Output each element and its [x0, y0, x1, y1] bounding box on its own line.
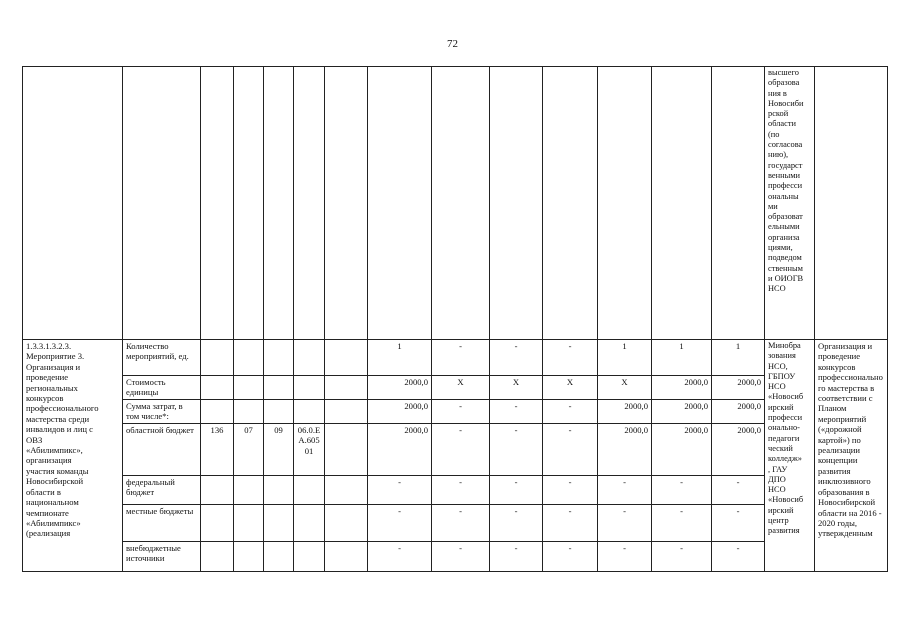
cell: [234, 542, 264, 572]
activity-title: 1.3.3.1.3.2.3. Мероприятие 3. Организация и проведение региональных конкурсов профессионального мастерства среди инвалидов и лиц с ОВЗ «Абилимпикс», организация участия команды Новосибирской области в национальном чемпионате «Абилимпикс» (реализация: [23, 340, 123, 572]
value-cell: -: [543, 542, 598, 572]
row-label: местные бюджеты: [123, 505, 201, 542]
value-cell: -: [368, 476, 432, 505]
value-cell: -: [490, 476, 543, 505]
value-cell: -: [652, 542, 712, 572]
value-cell: 2000,0: [598, 424, 652, 476]
cell: [490, 67, 543, 340]
value-cell: 1: [598, 340, 652, 376]
table-row: [23, 542, 888, 572]
value-cell: 2000,0: [368, 400, 432, 424]
row-label: внебюджетные источники: [123, 542, 201, 572]
value-cell: X: [432, 376, 490, 400]
activity-result: Организация и проведение конкурсов профессионально го мастерства в соответствии с Планом мероприятий («дорожной картой») по реализации концепции развития инклюзивного образования в Новосибирской области на 2016 - 2020 годы, утвержденным: [815, 340, 888, 572]
value-cell: -: [543, 400, 598, 424]
cell: [294, 476, 325, 505]
cell: [294, 400, 325, 424]
cell: [264, 400, 294, 424]
activity-responsible: Минобра зования НСО, ГБПОУ НСО «Новосиб ирский професси онально- педагоги ческий колледж» , ГАУ ДПО НСО «Новосиб ирский центр развития: [765, 340, 815, 572]
value-cell: -: [543, 476, 598, 505]
cell: [201, 67, 234, 340]
table-row: [23, 400, 888, 424]
value-cell: -: [712, 542, 765, 572]
value-cell: -: [598, 476, 652, 505]
value-cell: -: [543, 424, 598, 476]
cell: [264, 67, 294, 340]
value-cell: -: [432, 476, 490, 505]
cell: [815, 67, 888, 340]
value-cell: -: [490, 542, 543, 572]
cell: [123, 67, 201, 340]
cell: [23, 67, 123, 340]
csr-code: 06.0.ЕА.60501: [294, 424, 325, 476]
cell: [325, 505, 368, 542]
cell: [264, 340, 294, 376]
cell: [368, 67, 432, 340]
cell: [325, 67, 368, 340]
table-row: [23, 476, 888, 505]
continuation-responsible: высшего образова ния в Новосиби рской области (по согласова нию), государст венными професси ональны ми образоват ельными организа циями, подведом ственным и ОИОГВ НСО: [765, 67, 815, 340]
value-cell: -: [432, 340, 490, 376]
cell: [712, 67, 765, 340]
value-cell: 1: [712, 340, 765, 376]
cell: [264, 542, 294, 572]
table-row: [23, 376, 888, 400]
value-cell: 2000,0: [712, 400, 765, 424]
cell: [325, 424, 368, 476]
value-cell: -: [712, 476, 765, 505]
value-cell: -: [368, 542, 432, 572]
cell: [234, 376, 264, 400]
value-cell: X: [543, 376, 598, 400]
value-cell: 2000,0: [652, 424, 712, 476]
row-label: Сумма затрат, в том числе*:: [123, 400, 201, 424]
cell: [294, 376, 325, 400]
cell: [294, 542, 325, 572]
cell: [294, 340, 325, 376]
pr-code: 09: [264, 424, 294, 476]
table-row: [23, 424, 888, 476]
value-cell: 2000,0: [652, 400, 712, 424]
value-cell: 2000,0: [368, 376, 432, 400]
page-number: 72: [447, 38, 458, 50]
cell: [325, 376, 368, 400]
cell: [325, 542, 368, 572]
cell: [543, 67, 598, 340]
cell: [201, 505, 234, 542]
rz-code: 07: [234, 424, 264, 476]
value-cell: -: [490, 340, 543, 376]
cell: [325, 400, 368, 424]
program-table: [22, 66, 888, 572]
cell: [598, 67, 652, 340]
grbs-code: 136: [201, 424, 234, 476]
cell: [294, 505, 325, 542]
value-cell: -: [712, 505, 765, 542]
cell: [234, 400, 264, 424]
cell: [201, 340, 234, 376]
value-cell: 2000,0: [712, 424, 765, 476]
cell: [264, 376, 294, 400]
cell: [201, 476, 234, 505]
value-cell: X: [598, 376, 652, 400]
value-cell: -: [543, 505, 598, 542]
value-cell: 2000,0: [598, 400, 652, 424]
value-cell: -: [368, 505, 432, 542]
cell: [652, 67, 712, 340]
value-cell: -: [652, 505, 712, 542]
row-label: Стоимость единицы: [123, 376, 201, 400]
cell: [294, 67, 325, 340]
value-cell: -: [490, 400, 543, 424]
value-cell: X: [490, 376, 543, 400]
cell: [432, 67, 490, 340]
cell: [201, 542, 234, 572]
cell: [264, 505, 294, 542]
row-label: федеральный бюджет: [123, 476, 201, 505]
value-cell: -: [598, 542, 652, 572]
cell: [234, 340, 264, 376]
cell: [201, 400, 234, 424]
cell: [264, 476, 294, 505]
table-row: [23, 340, 888, 376]
value-cell: 1: [368, 340, 432, 376]
value-cell: -: [432, 505, 490, 542]
value-cell: -: [543, 340, 598, 376]
value-cell: -: [432, 424, 490, 476]
value-cell: -: [652, 476, 712, 505]
cell: [234, 476, 264, 505]
cell: [325, 340, 368, 376]
value-cell: 1: [652, 340, 712, 376]
row-label: Количество мероприятий, ед.: [123, 340, 201, 376]
value-cell: -: [598, 505, 652, 542]
table-row: [23, 505, 888, 542]
cell: [201, 376, 234, 400]
value-cell: 2000,0: [368, 424, 432, 476]
continuation-row: [23, 67, 888, 340]
value-cell: -: [432, 400, 490, 424]
value-cell: 2000,0: [652, 376, 712, 400]
value-cell: -: [432, 542, 490, 572]
cell: [234, 67, 264, 340]
value-cell: 2000,0: [712, 376, 765, 400]
row-label: областной бюджет: [123, 424, 201, 476]
value-cell: -: [490, 424, 543, 476]
cell: [325, 476, 368, 505]
cell: [234, 505, 264, 542]
value-cell: -: [490, 505, 543, 542]
